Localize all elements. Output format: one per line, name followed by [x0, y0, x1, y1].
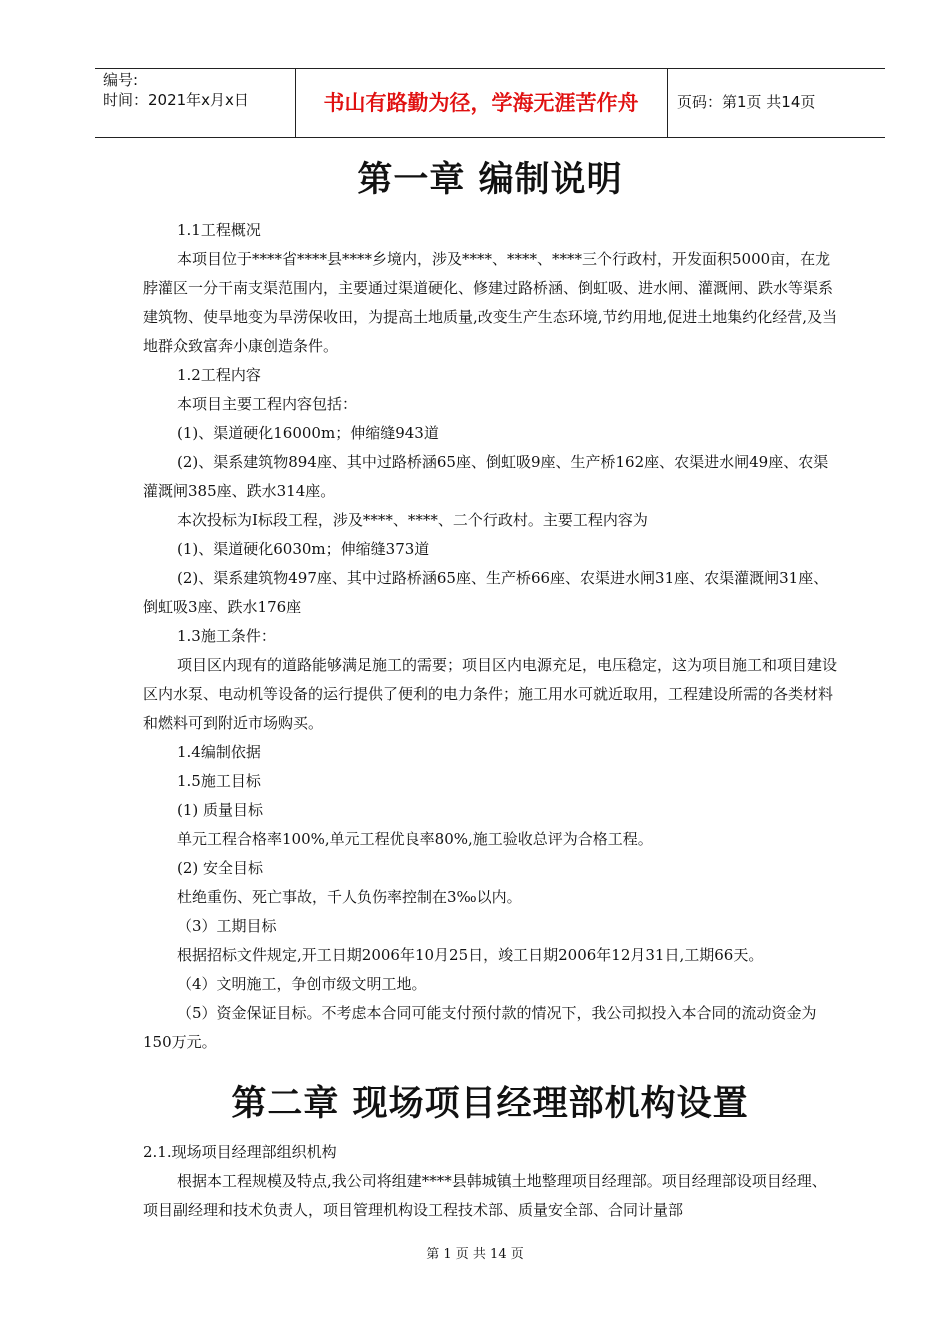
- list-item: (1)、渠道硬化16000m；伸缩缝943道: [177, 424, 439, 442]
- section-heading: 1.3施工条件：: [177, 627, 276, 645]
- section-heading: 2.1.现场项目经理部组织机构: [143, 1143, 337, 1161]
- section-heading: 1.5施工目标: [177, 772, 261, 790]
- paragraph: 本次投标为Ⅰ标段工程，涉及****、****、二个行政村。主要工程内容为: [177, 511, 648, 529]
- page-header: [95, 68, 885, 138]
- header-motto-cell: [295, 69, 668, 137]
- section-heading: 1.2工程内容: [177, 366, 261, 384]
- list-item: (1) 质量目标: [177, 801, 264, 819]
- section-heading: 1.4编制依据: [177, 743, 261, 761]
- page-footer: 第 1 页 共 14 页: [426, 1247, 524, 1262]
- chapter1-body: [143, 216, 838, 1057]
- paragraph: 本项目位于****省****县****乡境内，涉及****、****、****三个行政村，开发面积5000亩，在龙脖灌区一分干南支渠范围内，主要通过渠道硬化、修建过路桥涵、倒虹吸、进水闸、灌溉闸、跌水等渠系建筑物、使旱地变为旱涝保收田，为提高土地质量,改变生产生态环境,节约用地,促进土地集约化经营,及当地群众致富奔小康创造条件。: [143, 250, 838, 355]
- paragraph: 杜绝重伤、死亡事故，千人负伤率控制在3‰以内。: [177, 888, 522, 906]
- list-item: （4）文明施工，争创市级文明工地。: [177, 975, 427, 993]
- list-item: (2) 安全目标: [177, 859, 264, 877]
- paragraph: 项目区内现有的道路能够满足施工的需要；项目区内电源充足，电压稳定，这为项目施工和项目建设区内水泵、电动机等设备的运行提供了便利的电力条件；施工用水可就近取用，工程建设所需的各类材料和燃料可到附近市场购买。: [143, 656, 838, 732]
- chapter2-title: 第二章 现场项目经理部机构设置: [231, 1084, 749, 1124]
- header-motto: 书山有路勤为径，学海无涯苦作舟: [323, 91, 639, 115]
- list-item: （3）工期目标: [177, 917, 277, 935]
- paragraph: 单元工程合格率100%,单元工程优良率80%,施工验收总评为合格工程。: [177, 830, 653, 848]
- paragraph: 根据招标文件规定,开工日期2006年10月25日，竣工日期2006年12月31日,工期66天。: [177, 946, 764, 964]
- list-item: (2)、渠系建筑物894座、其中过路桥涵65座、倒虹吸9座、生产桥162座、农渠进水闸49座、农渠灌溉闸385座、跌水314座。: [143, 453, 829, 500]
- list-item: (2)、渠系建筑物497座、其中过路桥涵65座、生产桥66座、农渠进水闸31座、农渠灌溉闸31座、倒虹吸3座、跌水176座: [143, 569, 829, 616]
- chapter1-title: 第一章 编制说明: [357, 160, 623, 200]
- header-page-cell: [667, 69, 885, 137]
- date-label: 时间：2021年x月x日: [103, 91, 249, 109]
- header-page-number: 页码：第1页 共14页: [677, 93, 816, 111]
- paragraph: 根据本工程规模及特点,我公司将组建****县韩城镇土地整理项目经理部。项目经理部设项目经理、项目副经理和技术负责人，项目管理机构设工程技术部、质量安全部、合同计量部: [143, 1172, 827, 1219]
- serial-label: 编号:: [103, 71, 139, 89]
- header-left-cell: [95, 69, 296, 137]
- section-heading: 1.1工程概况: [177, 221, 261, 239]
- chapter2-body: [143, 1138, 838, 1225]
- paragraph: 本项目主要工程内容包括：: [177, 395, 358, 413]
- paragraph: （5）资金保证目标。不考虑本合同可能支付预付款的情况下，我公司拟投入本合同的流动资金为150万元。: [143, 1004, 817, 1051]
- list-item: (1)、渠道硬化6030m；伸缩缝373道: [177, 540, 430, 558]
